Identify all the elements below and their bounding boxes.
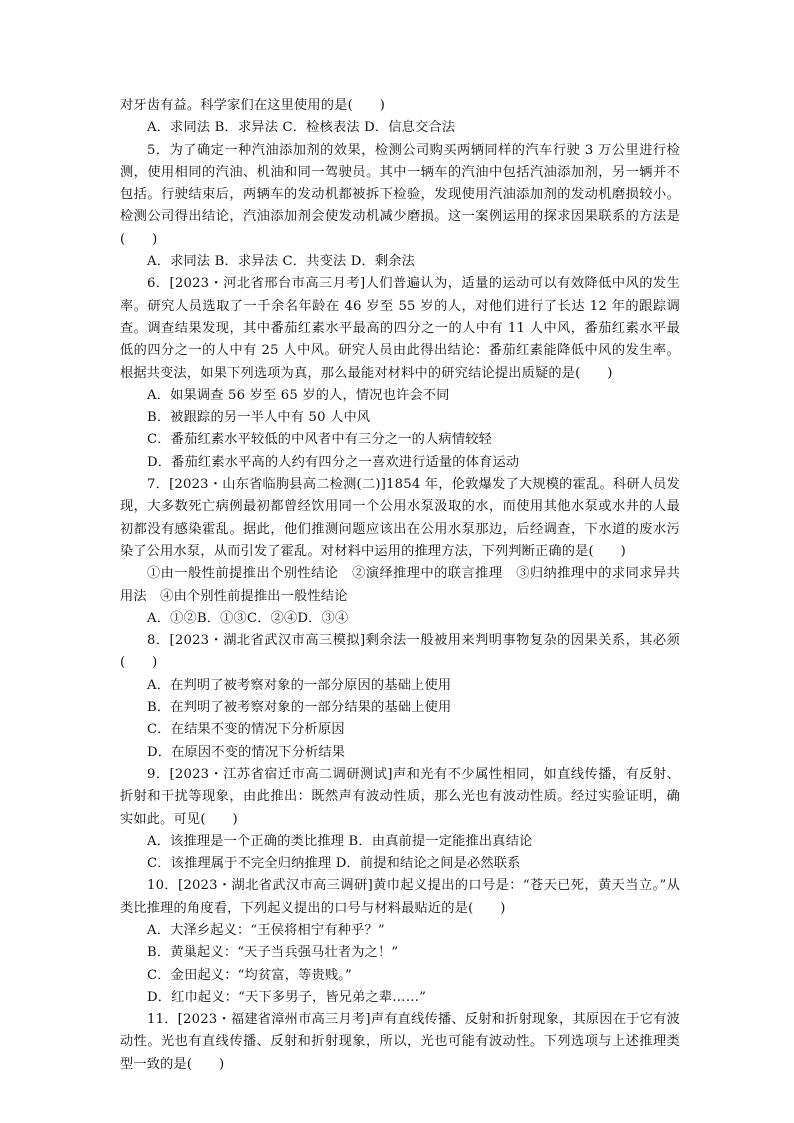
question-8-option-d: D．在原因不变的情况下分析结果 bbox=[147, 744, 346, 760]
question-7-options: A．①②B．①③C．②④D．③④ bbox=[147, 610, 349, 626]
question-8-option-c: C．在结果不变的情况下分析原因 bbox=[147, 722, 345, 738]
question-9-options-cd: C．该推理属于不完全归纳推理 D．前提和结论之间是必然联系 bbox=[147, 856, 521, 872]
question-11-stem: 11．[2023・福建省漳州市高三月考]声有直线传播、反射和折射现象，其原因在于它有波动性。光也有直线传播、反射和折射现象，所以，光也可能有波动性。下列选项与上述推理类型一致的是( ) bbox=[120, 1012, 680, 1072]
question-5-stem: 5．为了确定一种汽油添加剂的效果，检测公司购买两辆同样的汽车行驶 3 万公里进行检测，使用相同的汽油、机油和同一驾驶员。其中一辆车的汽油中包括汽油添加剂，另一辆并不包括。行驶结束后，两辆车的发动机都被拆下检验，发现使用汽油添加剂的发动机磨损较小。检测公司得出结论，汽油添加剂会使发动机减少磨损。这一案例运用的探求因果联系的方法是( ) bbox=[120, 142, 680, 247]
question-10-stem: 10．[2023・湖北省武汉市高三调研]黄巾起义提出的口号是：“苍天已死，黄天当立。”从类比推理的角度看，下列起义提出的口号与材料最贴近的是( ) bbox=[120, 878, 680, 916]
question-10-option-d: D．红巾起义：“天下多男子，皆兄弟之辈……” bbox=[147, 989, 427, 1005]
question-8-option-a: A．在判明了被考察对象的一部分原因的基础上使用 bbox=[147, 677, 452, 693]
question-8-stem: 8．[2023・湖北省武汉市高三模拟]剩余法一般被用来判明事物复杂的因果关系，其必须( ) bbox=[120, 633, 680, 671]
question-6-option-c: C．番茄红素水平较低的中风者中有三分之一的人病情较轻 bbox=[147, 432, 492, 448]
exam-page bbox=[120, 95, 680, 1076]
question-10-option-a: A．大泽乡起义：“王侯将相宁有种乎？” bbox=[147, 922, 385, 938]
question-4-options: A．求同法 B．求异法 C．检核表法 D．信息交合法 bbox=[147, 120, 456, 136]
question-9-stem: 9．[2023・江苏省宿迁市高二调研测试]声和光有不少属性相同，如直线传播，有反射、折射和干扰等现象，由此推出：既然声有波动性质，那么光也有波动性质。经过实验证明，确实如此。可见( ) bbox=[120, 766, 680, 827]
question-10-option-c: C．金田起义：“均贫富，等贵贱。” bbox=[147, 967, 352, 983]
question-6-stem: 6．[2023・河北省邢台市高三月考]人们普遍认为，适量的运动可以有效降低中风的发生率。研究人员选取了一千余名年龄在 46 岁至 55 岁的人，对他们进行了长达 12 年的跟踪调查。调查结果发现，其中番茄红素水平最高的四分之一的人中有 11 人中风，番茄红素水平最低的四分之一的人中有 25 人中风。研究人员由此得出结论：番茄红素能降低中风的发生率。根据共变法，如果下列选项为真，那么最能对材料中的研究结论提出质疑的是( ) bbox=[120, 276, 680, 381]
question-9-options-ab: A．该推理是一个正确的类比推理 B．由真前提一定能推出真结论 bbox=[147, 833, 533, 849]
question-6-option-b: B．被跟踪的另一半人中有 50 人中风 bbox=[147, 410, 371, 426]
question-6-option-d: D．番茄红素水平高的人约有四分之一喜欢进行适量的体育运动 bbox=[147, 454, 520, 470]
question-7-stem: 7．[2023・山东省临朐县高二检测(二)]1854 年，伦敦爆发了大规模的霍乱。科研人员发现，大多数死亡病例最初都曾经饮用同一个公用水泵汲取的水，而使用其他水泵或水井的人最初都没有感染霍乱。据此，他们推测问题应该出在公用水泵那边，后经调查，下水道的废水污染了公用水泵，从而引发了霍乱。对材料中运用的推理方法，下列判断正确的是( ) bbox=[120, 477, 680, 559]
question-10-option-b: B．黄巢起义：“天子当兵强马壮者为之！” bbox=[147, 945, 399, 961]
question-5-options: A．求同法 B．求异法 C．共变法 D．剩余法 bbox=[147, 254, 416, 270]
question-8-option-b: B．在判明了被考察对象的一部分结果的基础上使用 bbox=[147, 700, 452, 716]
question-4-stem-end: 对牙齿有益。科学家们在这里使用的是( ) bbox=[120, 98, 386, 113]
question-6-option-a: A．如果调查 56 岁至 65 岁的人，情况也许会不同 bbox=[147, 387, 450, 403]
question-7-statements: ①由一般性前提推出个别性结论 ②演绎推理中的联言推理 ③归纳推理中的求同求异共用法 ④由个别性前提推出一般性结论 bbox=[120, 566, 680, 604]
